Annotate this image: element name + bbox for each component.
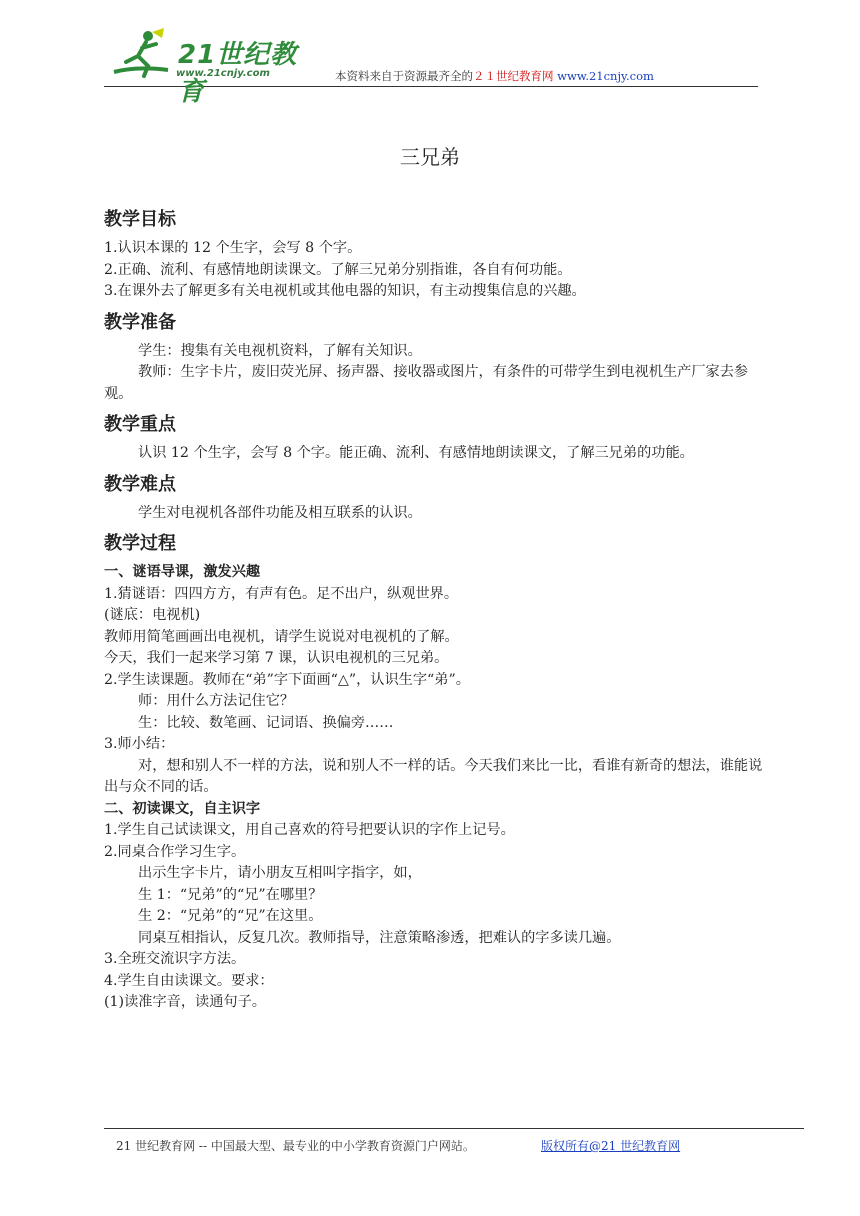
header-note-url[interactable]: www.21cnjy.com: [557, 69, 654, 83]
runner-logo-icon: [108, 26, 178, 82]
header-note: [335, 68, 654, 84]
process-part1-title: 一、谜语导课，激发兴趣: [104, 564, 261, 580]
key-text: 认识 12 个生字，会写 8 个字。能正确、流利、有感情地朗读课文，了解三兄弟的功能。: [138, 445, 694, 461]
page-footer: [104, 1128, 804, 1153]
process-line: 2.同桌合作学习生字。: [104, 843, 246, 860]
process-line: 2.学生读课题。教师在“弟”字下面画“△”，认识生字“弟”。: [104, 671, 470, 688]
prep-student: 学生：搜集有关电视机资料，了解有关知识。: [138, 342, 422, 359]
header-note-prefix: 本资料来自于资源最齐全的: [335, 69, 473, 83]
process-summary-label: 3.师小结：: [104, 736, 175, 752]
heading-process: 教学过程: [104, 533, 176, 554]
footer-copyright-link[interactable]: 版权所有@21 世纪教育网: [541, 1139, 681, 1153]
process-line: 1.猜谜语：四四方方，有声有色。足不出户，纵观世界。: [104, 585, 459, 602]
process-line: 教师用简笔画画出电视机，请学生说说对电视机的了解。: [104, 628, 459, 645]
logo-url: www.21cnjy.com: [176, 68, 270, 79]
heading-key: 教学重点: [104, 414, 176, 435]
page-header: [104, 24, 758, 107]
process-line: 今天，我们一起来学习第 7 课，认识电视机的三兄弟。: [104, 650, 449, 666]
prep-teacher: 教师：生字卡片，废旧荧光屏、扬声器、接收器或图片，有条件的可带学生到电视机生产厂家去参观。: [104, 364, 749, 402]
header-note-site[interactable]: ２１世纪教育网: [473, 69, 554, 83]
process-part2-title: 二、初读课文，自主识字: [104, 800, 261, 817]
process-student-answer: 生：比较、数笔画、记词语、换偏旁……: [138, 714, 394, 731]
difficult-text: 学生对电视机各部件功能及相互联系的认识。: [138, 504, 422, 521]
process-teacher-question: 师：用什么方法记住它？: [138, 693, 295, 709]
process-indent-line: 出示生字卡片，请小朋友互相叫字指字，如，: [138, 865, 422, 881]
process-line: 4.学生自由读课文。要求：: [104, 972, 274, 989]
logo-text: 21世纪教育: [178, 40, 298, 107]
footer-text: 21 世纪教育网 -- 中国最大型、最专业的中小学教育资源门户网站。: [116, 1139, 475, 1153]
goal-line: 2.正确、流利、有感情地朗读课文。了解三兄弟分别指谁，各自有何功能。: [104, 261, 572, 278]
heading-difficult: 教学难点: [104, 473, 176, 495]
process-line: 1.学生自己试读课文，用自己喜欢的符号把要认识的字作上记号。: [104, 822, 515, 838]
process-line: (谜底：电视机): [104, 607, 201, 623]
process-indent-line: 同桌互相指认，反复几次。教师指导，注意策略渗透，把难认的字多读几遍。: [138, 929, 621, 946]
process-indent-line: 生 2：“兄弟”的“兄”在这里。: [138, 908, 323, 924]
goal-line: 3.在课外去了解更多有关电视机或其他电器的知识，有主动搜集信息的兴趣。: [104, 283, 586, 299]
process-line: 3.全班交流识字方法。: [104, 951, 246, 967]
heading-goals: 教学目标: [104, 209, 176, 230]
process-summary: 对，想和别人不一样的方法，说和别人不一样的话。今天我们来比一比，看谁有新奇的想法，谁能说出与众不同的话。: [104, 757, 763, 795]
goal-line: 1.认识本课的 12 个生字，会写 8 个字。: [104, 240, 362, 256]
heading-prep: 教学准备: [104, 311, 176, 333]
document-title: 三兄弟: [400, 145, 460, 169]
process-indent-line: 生 1：“兄弟”的“兄”在哪里？: [138, 886, 323, 903]
document-body: [104, 200, 764, 1014]
process-line: (1)读准字音，读通句子。: [104, 994, 266, 1010]
site-logo[interactable]: [108, 26, 318, 107]
